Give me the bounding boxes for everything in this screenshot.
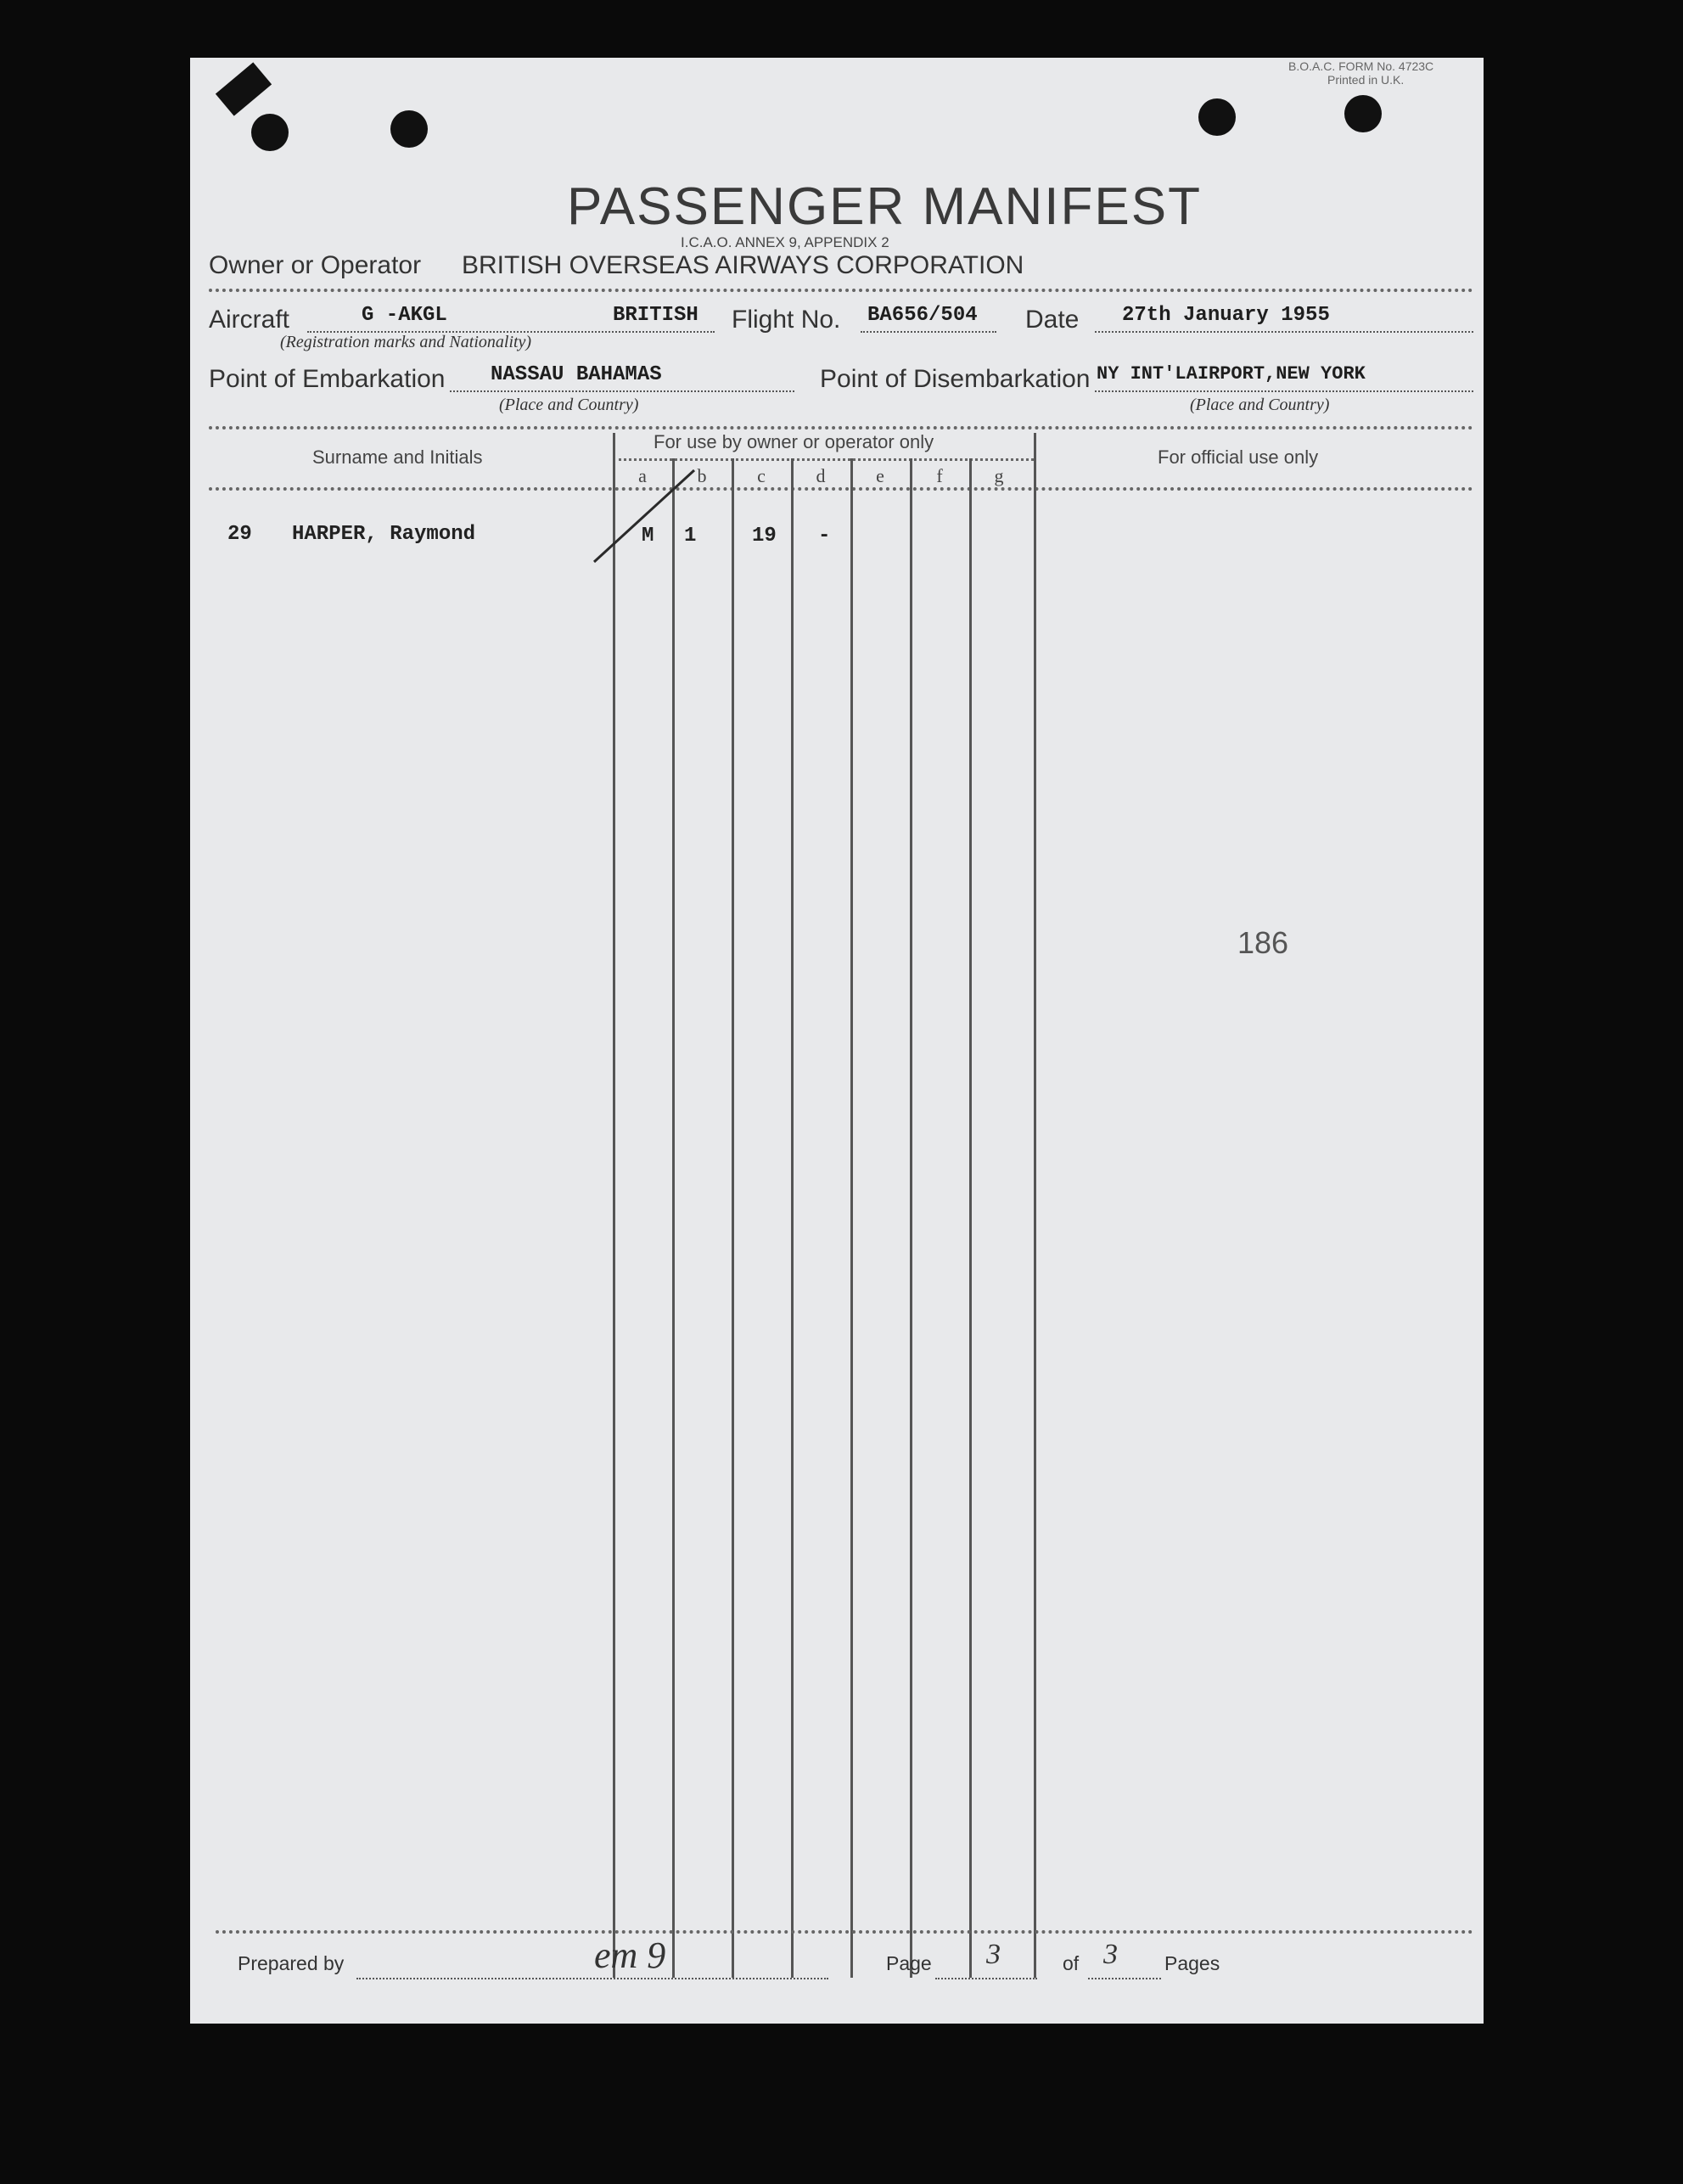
owner-label: Owner or Operator [209,251,422,279]
col-line-3 [732,458,734,1978]
aircraft-registration: G -AKGL [362,304,447,327]
col-header-official: For official use only [1158,446,1319,468]
page-current-underline [935,1978,1037,1979]
col-c-header: c [757,465,766,486]
col-header-operator: For use by owner or operator only [654,431,934,452]
printed-in: Printed in U.K. [1327,73,1405,87]
col-f-header: f [936,465,943,486]
col-e-header: e [876,465,884,486]
pen-stroke-mark [589,465,699,567]
page-subtitle: I.C.A.O. ANNEX 9, APPENDIX 2 [681,234,889,250]
date-underline [1095,331,1473,333]
disembarkation-underline [1095,390,1473,392]
divider-table-top [209,426,1473,430]
page-total-underline [1088,1978,1161,1979]
col-header-surname: Surname and Initials [312,446,483,468]
official-stamp-number: 186 [1237,925,1289,960]
punch-hole-2 [390,110,428,148]
flight-value: BA656/504 [867,304,978,327]
page-current: 3 [986,1939,1001,1970]
col-line-6 [910,458,912,1978]
embarkation-value: NASSAU BAHAMAS [491,363,662,386]
col-line-8 [1034,433,1036,1978]
row-number: 29 [227,523,252,546]
aircraft-caption: (Registration marks and Nationality) [280,333,532,351]
aircraft-label: Aircraft [209,306,290,334]
divider-top [209,289,1473,292]
punch-hole-3 [1198,98,1236,136]
pages-label: Pages [1164,1952,1220,1974]
cell-c: 19 [752,525,777,547]
of-label: of [1063,1952,1080,1974]
cell-d: - [818,525,831,547]
col-line-5 [850,458,853,1978]
divider-header-bottom [209,487,1473,491]
date-value: 27th January 1955 [1122,304,1330,327]
col-g-header: g [994,465,1004,486]
page-label: Page [886,1952,932,1974]
col-b-header: b [697,465,707,486]
prepared-signature: em 9 [594,1934,666,1976]
corner-staple-mark [216,62,272,115]
embarkation-underline [450,390,794,392]
manifest-page [190,58,1484,2024]
flight-underline [861,331,996,333]
aircraft-nationality: BRITISH [613,304,698,327]
embarkation-label: Point of Embarkation [209,365,446,393]
date-label: Date [1025,306,1080,334]
disembarkation-value: NY INT'LAIRPORT,NEW YORK [1097,363,1366,385]
form-number: B.O.A.C. FORM No. 4723C [1288,59,1434,73]
divider-footer [216,1930,1473,1934]
col-line-7 [969,458,972,1978]
col-line-4 [791,458,794,1978]
punch-hole-1 [251,114,289,151]
prepared-underline [356,1978,828,1979]
page-total: 3 [1103,1939,1118,1970]
embarkation-caption: (Place and Country) [499,396,639,414]
passenger-name: HARPER, Raymond [292,523,476,546]
prepared-label: Prepared by [238,1952,345,1974]
owner-value: BRITISH OVERSEAS AIRWAYS CORPORATION [462,251,1024,279]
col-line-1 [613,433,615,1978]
flight-label: Flight No. [732,306,841,334]
col-line-2 [672,458,675,1978]
col-d-header: d [816,465,826,486]
cell-b: 1 [684,525,697,547]
punch-hole-4 [1344,95,1382,132]
col-a-header: a [638,465,647,486]
disembarkation-caption: (Place and Country) [1190,396,1330,414]
disembarkation-label: Point of Disembarkation [820,365,1091,393]
cell-a: M [642,525,654,547]
page-title: PASSENGER MANIFEST [567,177,1202,236]
